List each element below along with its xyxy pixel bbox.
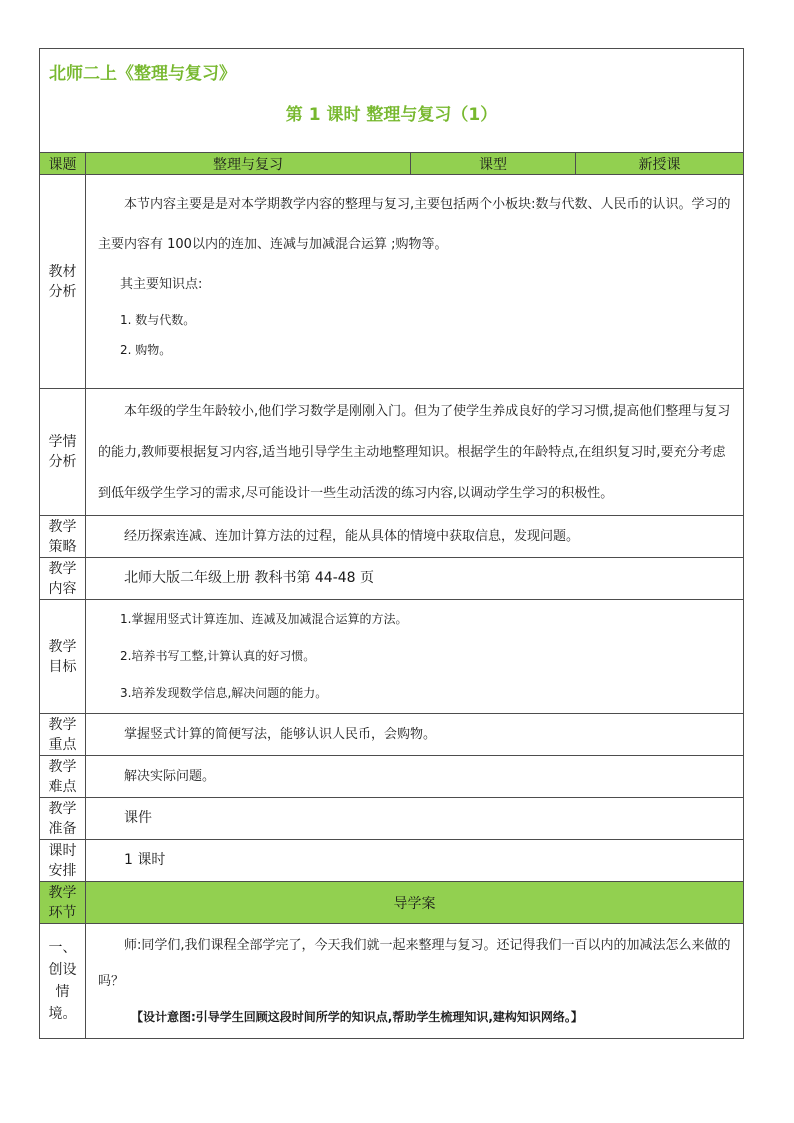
teaching-content-value: 北师大版二年级上册 教科书第 44-48 页 [86,558,744,600]
lesson-title: 第 1 课时 整理与复习（1） [285,105,498,125]
keypoints-label: 教学重点 [40,714,86,756]
strategy-row [40,516,744,558]
student-analysis-content [86,389,744,516]
goal-item: 3.培养发现数学信息,解决问题的能力。 [120,686,328,700]
design-intent: 【设计意图:引导学生回顾这段时间所学的知识点,帮助学生梳理知识,建构知识网络。】 [131,1010,583,1024]
preparation-row [40,798,744,840]
lesson-plan-table [39,48,744,1039]
stage-row [40,882,744,924]
title-row [40,49,744,153]
stage-label: 教学环节 [40,882,86,924]
goal-item: 1.掌握用竖式计算连加、连减及加减混合运算的方法。 [120,612,408,626]
topic-label: 课题 [40,153,86,175]
preparation-label: 教学准备 [40,798,86,840]
student-analysis-paragraph: 本年级的学生年龄较小,他们学习数学是刚刚入门。但为了使学生养成良好的学习习惯,提高他们整理与复习的能力,教师要根据复习内容,适当地引导学生主动地整理知识。根据学生的年龄特点,在组织复习时,要充分考虑到低年级学生学习的需求,尽可能设计一些生动活泼的练习内容,以调动学生学习的积极性。 [98,403,731,501]
textbook-analysis-row [40,175,744,389]
scene-row [40,924,744,1039]
topic-header-row [40,153,744,175]
keypoints-content: 掌握竖式计算的简便写法，能够认识人民币，会购物。 [86,714,744,756]
student-analysis-label: 学情分析 [40,389,86,516]
document-title: 北师二上《整理与复习》 [49,64,236,84]
type-label: 课型 [411,153,576,175]
strategy-label: 教学策略 [40,516,86,558]
lesson-plan-page [39,48,743,1039]
scene-content [86,924,744,1039]
teaching-content-label: 教学内容 [40,558,86,600]
schedule-label: 课时安排 [40,840,86,882]
goals-label: 教学目标 [40,600,86,714]
knowledge-points-heading: 其主要知识点: [120,277,203,292]
textbook-paragraph: 本节内容主要是是对本学期教学内容的整理与复习,主要包括两个小板块:数与代数、人民币的认识。学习的主要内容有 100以内的连加、连减与加减混合运算 ;购物等。 [98,197,731,252]
difficulties-content: 解决实际问题。 [86,756,744,798]
teaching-content-row [40,558,744,600]
keypoints-row [40,714,744,756]
schedule-row [40,840,744,882]
title-cell [40,49,744,153]
schedule-content: 1 课时 [86,840,744,882]
goal-item: 2.培养书写工整,计算认真的好习惯。 [120,649,316,663]
goals-content [86,600,744,714]
textbook-analysis-content [86,175,744,389]
knowledge-point-item: 1. 数与代数。 [120,313,196,327]
textbook-analysis-label: 教材分析 [40,175,86,389]
type-value: 新授课 [576,153,744,175]
strategy-content: 经历探索连减、连加计算方法的过程，能从具体的情境中获取信息，发现问题。 [86,516,744,558]
student-analysis-row [40,389,744,516]
preparation-content: 课件 [86,798,744,840]
scene-label: 一、创设情境。 [40,924,86,1039]
goals-row [40,600,744,714]
knowledge-point-item: 2. 购物。 [120,343,172,357]
topic-value: 整理与复习 [86,153,411,175]
difficulties-label: 教学难点 [40,756,86,798]
difficulties-row [40,756,744,798]
scene-paragraph: 师:同学们,我们课程全部学完了，今天我们就一起来整理与复习。还记得我们一百以内的加减法怎么来做的吗？ [98,938,731,989]
stage-value: 导学案 [86,882,744,924]
